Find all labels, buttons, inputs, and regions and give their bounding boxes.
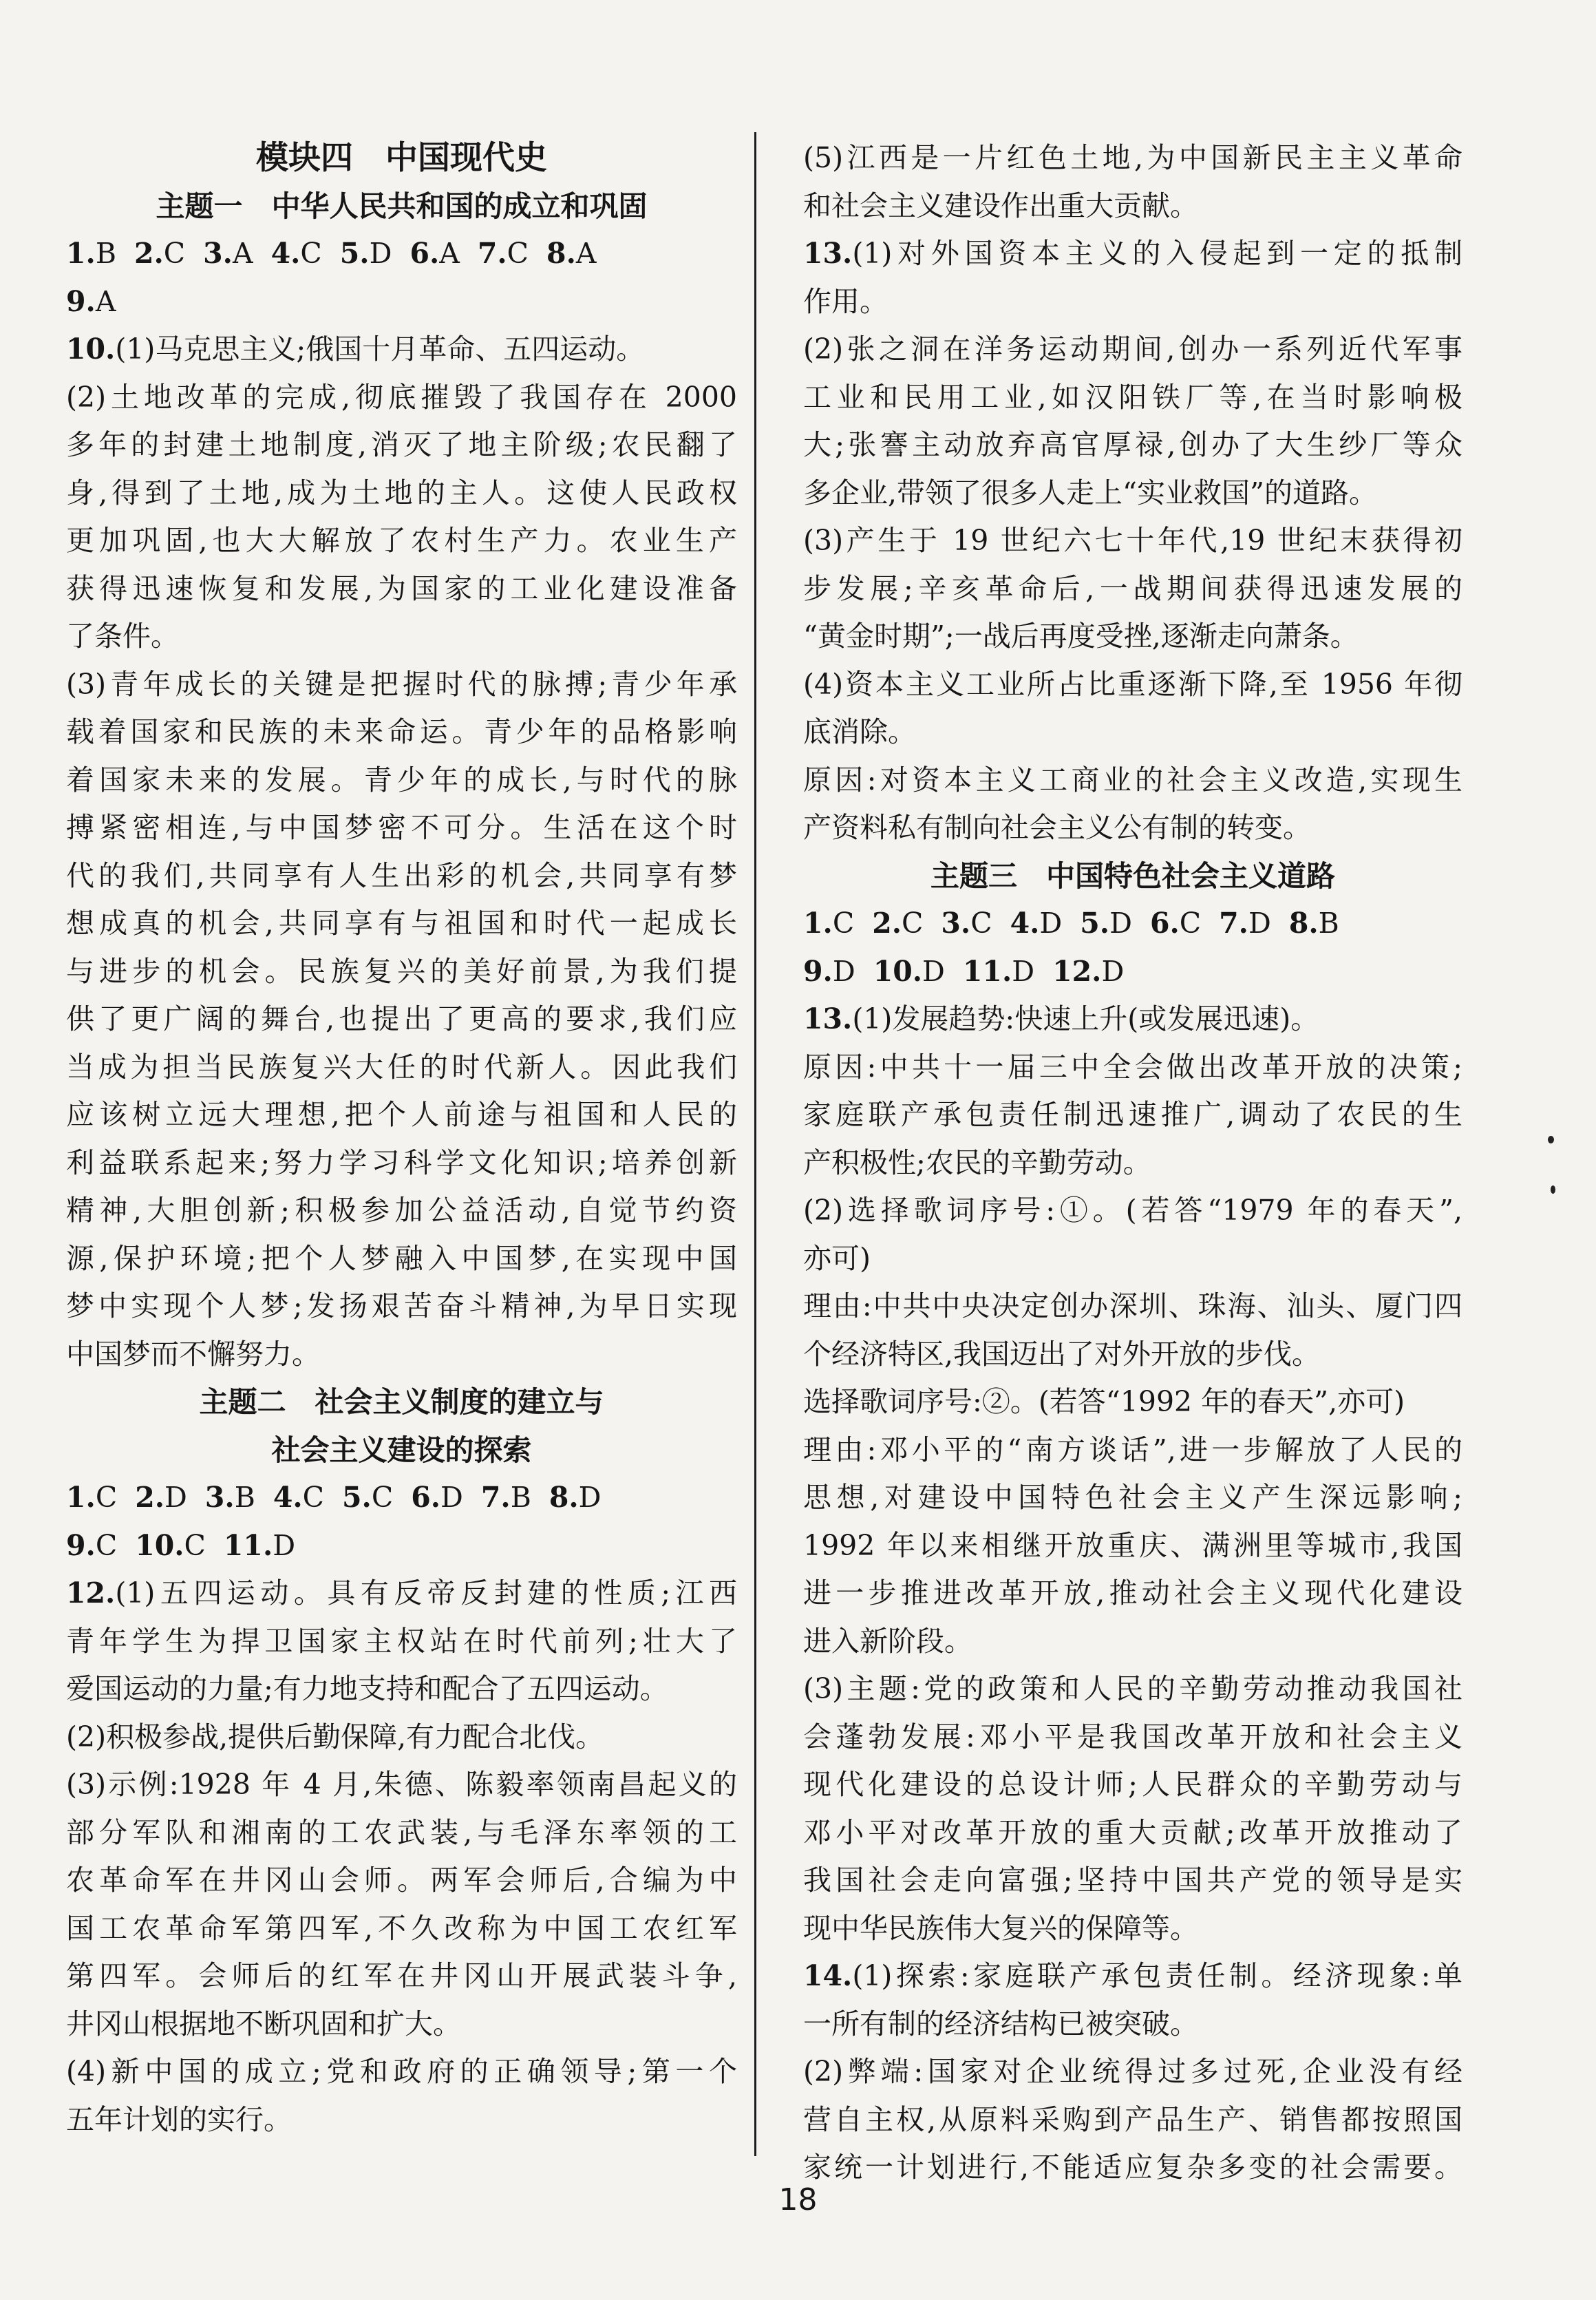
text-line bbox=[66, 1187, 737, 1235]
text-line bbox=[66, 1091, 737, 1139]
line-text: 邓小平对改革开放的重大贡献;改革开放推动了 bbox=[803, 1815, 1462, 1849]
topic1-mc-row2 bbox=[66, 278, 737, 326]
text-line bbox=[803, 1713, 1462, 1762]
text-line bbox=[803, 1044, 1462, 1092]
text-line bbox=[66, 1283, 737, 1331]
answer-choice: A bbox=[95, 284, 116, 318]
answer-choice: D bbox=[1012, 954, 1035, 988]
page-number: 18 bbox=[778, 2182, 818, 2217]
answer-choice: C bbox=[832, 907, 855, 940]
answer-choice: B bbox=[95, 237, 116, 270]
line-text: 底消除。 bbox=[803, 715, 916, 748]
answer-number: 1. bbox=[66, 1481, 96, 1514]
line-text: 现代化建设的总设计师;人民群众的辛勤劳动与 bbox=[803, 1768, 1462, 1801]
line-text: 一所有制的经济结构已被突破。 bbox=[803, 2007, 1198, 2040]
topic2-q12-continued bbox=[803, 134, 1462, 230]
line-text: 更加巩固,也大大解放了农村生产力。农业生产 bbox=[66, 524, 737, 557]
line-text: 思想,对建设中国特色社会主义产生深远影响; bbox=[803, 1481, 1462, 1514]
line-text: (2)积极参战,提供后勤保障,有力配合北伐。 bbox=[66, 1720, 604, 1753]
line-text: (3)示例:1928 年 4 月,朱德、陈毅率领南昌起义的 bbox=[66, 1768, 737, 1801]
text-line bbox=[803, 1426, 1462, 1475]
text-line bbox=[803, 2001, 1462, 2049]
answer-item bbox=[1219, 900, 1271, 948]
line-text: 理由:中共中央决定创办深圳、珠海、汕头、厦门四 bbox=[803, 1289, 1462, 1322]
answer-number: 8. bbox=[1288, 907, 1319, 940]
text-line bbox=[66, 1713, 737, 1762]
answer-number: 5. bbox=[1080, 907, 1110, 940]
line-text: 五年计划的实行。 bbox=[66, 2102, 292, 2136]
answer-choice: D bbox=[578, 1481, 602, 1514]
line-text: 家庭联产承包责任制迅速推广,调动了农民的生 bbox=[803, 1098, 1462, 1131]
line-text: (3)主题:党的政策和人民的辛勤劳动推动我国社 bbox=[803, 1672, 1462, 1705]
answer-item bbox=[411, 1474, 463, 1522]
answer-item bbox=[1010, 900, 1063, 948]
answer-choice: C bbox=[371, 1481, 394, 1514]
text-line bbox=[803, 1522, 1462, 1570]
answer-choice: A bbox=[232, 237, 253, 270]
text-line bbox=[803, 326, 1462, 374]
answer-item bbox=[135, 1522, 206, 1570]
question-number: 12. bbox=[66, 1576, 116, 1610]
line-text: 梦中实现个人梦;发扬艰苦奋斗精神,为早日实现 bbox=[66, 1289, 737, 1322]
answer-item bbox=[1289, 900, 1339, 948]
text-line bbox=[66, 613, 737, 661]
line-text: 爱国运动的力量;有力地支持和配合了五四运动。 bbox=[66, 1672, 668, 1705]
text-line bbox=[66, 374, 737, 422]
line-text: 获得迅速恢复和发展,为国家的工业化建设准备 bbox=[66, 571, 737, 605]
text-line bbox=[66, 948, 737, 996]
line-text: 营自主权,从原料采购到产品生产、销售都按照国 bbox=[803, 2102, 1462, 2136]
answer-number: 5. bbox=[339, 237, 370, 270]
line-text: 搏紧密相连,与中国梦密不可分。生活在这个时 bbox=[66, 811, 737, 844]
answer-number: 4. bbox=[1010, 907, 1040, 940]
answer-choice: C bbox=[902, 907, 924, 940]
answer-item bbox=[134, 230, 185, 278]
line-text: 现中华民族伟大复兴的保障等。 bbox=[803, 1911, 1198, 1945]
answer-item bbox=[1080, 900, 1132, 948]
text-line bbox=[66, 1761, 737, 1809]
line-text: 井冈山根据地不断巩固和扩大。 bbox=[66, 2007, 461, 2040]
text-line bbox=[803, 278, 1462, 326]
answer-item bbox=[203, 230, 253, 278]
text-line bbox=[66, 517, 737, 565]
line-text: (2)张之洞在洋务运动期间,创办一系列近代军事 bbox=[803, 333, 1462, 366]
text-line bbox=[66, 1331, 737, 1379]
line-text: 多企业,带领了很多人走上“实业救国”的道路。 bbox=[803, 476, 1377, 509]
module-title: 模块四 中国现代史 bbox=[256, 139, 547, 177]
line-text: (1)对外国资本主义的入侵起到一定的抵制 bbox=[852, 237, 1462, 270]
line-text: (5)江西是一片红色土地,为中国新民主主义革命 bbox=[803, 141, 1462, 174]
scan-speck bbox=[1548, 1136, 1554, 1143]
line-text: (3)青年成长的关键是把握时代的脉搏;青少年承 bbox=[66, 667, 737, 701]
answer-choice: D bbox=[832, 954, 855, 988]
line-text: 工业和民用工业,如汉阳铁厂等,在当时影响极 bbox=[803, 380, 1462, 414]
answer-choice: C bbox=[970, 907, 992, 940]
line-text: 应该树立远大理想,把个人前途与祖国和人民的 bbox=[66, 1098, 737, 1131]
text-line bbox=[803, 1857, 1462, 1905]
line-text: 青年学生为捍卫国家主权站在时代前列;壮大了 bbox=[66, 1624, 737, 1658]
answer-number: 6. bbox=[409, 237, 440, 270]
line-text: 精神,大胆创新;积极参加公益活动,自觉节约资 bbox=[66, 1194, 737, 1227]
text-line bbox=[803, 565, 1462, 613]
line-text: 农革命军在井冈山会师。两军会师后,合编为中 bbox=[66, 1864, 737, 1897]
answer-choice: B bbox=[1318, 907, 1339, 940]
answer-choice: D bbox=[1101, 954, 1125, 988]
text-line bbox=[66, 708, 737, 757]
answer-choice: C bbox=[302, 1481, 325, 1514]
line-text: 国工农革命军第四军,不久改称为中国工农红军 bbox=[66, 1911, 737, 1945]
answer-item bbox=[66, 1474, 117, 1522]
line-text: 和社会主义建设作出重大贡献。 bbox=[803, 189, 1198, 222]
left-column bbox=[66, 134, 737, 2144]
topic3-q13 bbox=[803, 995, 1462, 1952]
text-line bbox=[803, 708, 1462, 757]
text-line bbox=[66, 2096, 737, 2144]
answer-choice: D bbox=[440, 1481, 463, 1514]
answer-number: 9. bbox=[66, 284, 96, 318]
answer-item bbox=[963, 948, 1034, 996]
text-line bbox=[803, 1091, 1462, 1139]
line-text: (2)土地改革的完成,彻底摧毁了我国存在 2000 bbox=[66, 380, 737, 414]
topic3-mc-row2 bbox=[803, 948, 1462, 996]
text-line bbox=[66, 661, 737, 709]
text-line bbox=[803, 757, 1462, 805]
answer-choice: A bbox=[439, 237, 460, 270]
text-line bbox=[803, 2048, 1462, 2096]
answer-number: 11. bbox=[962, 954, 1012, 988]
answer-number: 3. bbox=[203, 237, 233, 270]
question-number: 14. bbox=[803, 1959, 853, 1992]
line-text: 个经济特区,我国迈出了对外开放的步伐。 bbox=[803, 1337, 1321, 1371]
answer-number: 7. bbox=[477, 237, 507, 270]
line-text: 产资料私有制向社会主义公有制的转变。 bbox=[803, 811, 1311, 844]
answer-choice: A bbox=[575, 237, 597, 270]
line-text: (1)五四运动。具有反帝反封建的性质;江西 bbox=[115, 1576, 737, 1610]
text-line bbox=[803, 230, 1462, 278]
text-line bbox=[803, 995, 1462, 1044]
answer-number: 2. bbox=[134, 237, 164, 270]
answer-number: 9. bbox=[66, 1528, 96, 1562]
line-text: 选择歌词序号:②。(若答“1992 年的春天”,亦可) bbox=[803, 1385, 1405, 1418]
answer-number: 1. bbox=[803, 907, 833, 940]
right-column bbox=[803, 134, 1462, 2192]
answer-item bbox=[546, 230, 596, 278]
answer-number: 12. bbox=[1052, 954, 1102, 988]
answer-item bbox=[205, 1474, 255, 1522]
line-text: (1)马克思主义;俄国十月革命、五四运动。 bbox=[115, 333, 645, 366]
answer-item bbox=[66, 1522, 117, 1570]
text-line bbox=[803, 1474, 1462, 1522]
line-text: 供了更广阔的舞台,也提出了更高的要求,我们应 bbox=[66, 1002, 737, 1035]
answer-item bbox=[340, 230, 392, 278]
answer-item bbox=[66, 278, 116, 326]
question-number: 10. bbox=[66, 333, 116, 366]
line-text: 进入新阶段。 bbox=[803, 1624, 972, 1658]
text-line bbox=[66, 1235, 737, 1283]
text-line bbox=[66, 421, 737, 470]
text-line bbox=[803, 1665, 1462, 1713]
answer-choice: B bbox=[510, 1481, 531, 1514]
line-text: 原因:对资本主义工商业的社会主义改造,实现生 bbox=[803, 763, 1462, 796]
answer-number: 8. bbox=[546, 237, 576, 270]
line-text: 原因:中共十一届三中全会做出改革开放的决策; bbox=[803, 1050, 1462, 1084]
answer-number: 3. bbox=[941, 907, 971, 940]
answer-item bbox=[135, 1474, 187, 1522]
text-line bbox=[803, 1952, 1462, 2001]
answer-choice: D bbox=[1109, 907, 1132, 940]
text-line bbox=[803, 1187, 1462, 1235]
line-text: 大;张謇主动放弃高官厚禄,创办了大生纱厂等众 bbox=[803, 428, 1462, 461]
line-text: 载着国家和民族的未来命运。青少年的品格影响 bbox=[66, 715, 737, 748]
line-text: 着国家未来的发展。青少年的成长,与时代的脉 bbox=[66, 763, 737, 796]
answer-number: 4. bbox=[270, 237, 301, 270]
answer-number: 8. bbox=[549, 1481, 579, 1514]
line-text: 步发展;辛亥革命后,一战期间获得迅速发展的 bbox=[803, 571, 1462, 605]
answer-choice: C bbox=[95, 1528, 118, 1562]
answer-item bbox=[342, 1474, 393, 1522]
answer-choice: D bbox=[369, 237, 392, 270]
topic1-title: 主题一 中华人民共和国的成立和巩固 bbox=[156, 189, 648, 223]
text-line bbox=[66, 1139, 737, 1188]
text-line bbox=[803, 1809, 1462, 1857]
answer-number: 7. bbox=[480, 1481, 511, 1514]
answer-choice: C bbox=[1179, 907, 1202, 940]
topic2-title-line1: 主题二 社会主义制度的建立与 bbox=[199, 1385, 604, 1419]
answer-choice: D bbox=[1039, 907, 1063, 940]
answer-number: 7. bbox=[1219, 907, 1248, 940]
line-text: 想成真的机会,共同享有与祖国和时代一起成长 bbox=[66, 907, 737, 940]
text-line bbox=[803, 421, 1462, 470]
answer-choice: B bbox=[234, 1481, 255, 1514]
text-line bbox=[66, 1044, 737, 1092]
line-text: 家统一计划进行,不能适应复杂多变的社会需要。 bbox=[803, 2151, 1462, 2184]
answer-number: 11. bbox=[223, 1528, 273, 1562]
topic2-q12 bbox=[66, 1570, 737, 2144]
answer-number: 10. bbox=[873, 954, 923, 988]
line-text: (2)选择歌词序号:①。(若答“1979 年的春天”, bbox=[803, 1194, 1462, 1227]
line-text: 了条件。 bbox=[66, 620, 179, 653]
text-line bbox=[803, 517, 1462, 565]
answer-choice: C bbox=[300, 237, 322, 270]
line-text: 会蓬勃发展:邓小平是我国改革开放和社会主义 bbox=[803, 1720, 1462, 1753]
text-line bbox=[66, 1905, 737, 1953]
question-number: 13. bbox=[803, 1002, 853, 1035]
text-line bbox=[66, 1570, 737, 1618]
answer-choice: D bbox=[922, 954, 945, 988]
answer-item bbox=[481, 1474, 531, 1522]
answer-choice: C bbox=[95, 1481, 118, 1514]
text-line bbox=[66, 2001, 737, 2049]
answer-item bbox=[941, 900, 992, 948]
column-divider bbox=[754, 132, 756, 2156]
text-line bbox=[803, 1235, 1462, 1283]
line-text: 利益联系起来;努力学习科学文化知识;培养创新 bbox=[66, 1146, 737, 1179]
answer-number: 2. bbox=[135, 1481, 164, 1514]
answer-item bbox=[273, 1474, 324, 1522]
answer-choice: C bbox=[507, 237, 529, 270]
text-line bbox=[803, 1905, 1462, 1953]
line-text: 当成为担当民族复兴大任的时代新人。因此我们 bbox=[66, 1050, 737, 1084]
line-text: 1992 年以来相继开放重庆、满洲里等城市,我国 bbox=[803, 1528, 1462, 1562]
text-line bbox=[803, 1378, 1462, 1426]
line-text: 多年的封建土地制度,消灭了地主阶级;农民翻了 bbox=[66, 428, 737, 461]
line-text: (4)新中国的成立;党和政府的正确领导;第一个 bbox=[66, 2055, 737, 2088]
text-line bbox=[803, 2096, 1462, 2144]
text-line bbox=[803, 1618, 1462, 1666]
text-line bbox=[66, 757, 737, 805]
text-line bbox=[803, 182, 1462, 231]
line-text: 部分军队和湘南的工农武装,与毛泽东率领的工 bbox=[66, 1815, 737, 1849]
line-text: 身,得到了土地,成为土地的主人。这使人民政权 bbox=[66, 476, 737, 509]
text-line bbox=[803, 374, 1462, 422]
topic2-q13 bbox=[803, 230, 1462, 852]
topic3-mc-row1 bbox=[803, 900, 1462, 948]
answer-number: 5. bbox=[342, 1481, 372, 1514]
answer-number: 6. bbox=[411, 1481, 441, 1514]
text-line bbox=[66, 565, 737, 613]
text-line bbox=[803, 613, 1462, 661]
text-line bbox=[66, 470, 737, 518]
line-text: (2)弊端:国家对企业统得过多过死,企业没有经 bbox=[803, 2055, 1462, 2088]
text-line bbox=[66, 1665, 737, 1713]
answer-item bbox=[873, 948, 945, 996]
text-line bbox=[66, 804, 737, 852]
topic3-title: 主题三 中国特色社会主义道路 bbox=[930, 858, 1335, 893]
topic1-mc-row1 bbox=[66, 230, 737, 278]
answer-choice: D bbox=[1248, 907, 1271, 940]
answer-choice: C bbox=[163, 237, 186, 270]
text-line bbox=[803, 804, 1462, 852]
answer-item bbox=[549, 1474, 602, 1522]
line-text: 产积极性;农民的辛勤劳动。 bbox=[803, 1146, 1151, 1179]
text-line bbox=[803, 1761, 1462, 1809]
text-line bbox=[803, 1570, 1462, 1618]
answer-choice: C bbox=[184, 1528, 206, 1562]
text-line bbox=[66, 1809, 737, 1857]
answer-item bbox=[1150, 900, 1201, 948]
text-line bbox=[66, 326, 737, 374]
line-text: (1)探索:家庭联产承包责任制。经济现象:单 bbox=[852, 1959, 1462, 1992]
question-number: 13. bbox=[803, 237, 853, 270]
line-text: 作用。 bbox=[803, 284, 888, 318]
topic3-q14 bbox=[803, 1952, 1462, 2192]
answer-item bbox=[1052, 948, 1124, 996]
line-text: 源,保护环境;把个人梦融入中国梦,在实现中国 bbox=[66, 1241, 737, 1275]
text-line bbox=[803, 470, 1462, 518]
line-text: 与进步的机会。民族复兴的美好前景,为我们提 bbox=[66, 954, 737, 988]
line-text: (4)资本主义工业所占比重逐渐下降,至 1956 年彻 bbox=[803, 667, 1462, 701]
answer-item bbox=[478, 230, 529, 278]
answer-number: 4. bbox=[273, 1481, 303, 1514]
text-line bbox=[803, 1331, 1462, 1379]
answer-number: 3. bbox=[204, 1481, 235, 1514]
topic2-title-line2: 社会主义建设的探索 bbox=[271, 1433, 532, 1467]
answer-item bbox=[224, 1522, 295, 1570]
answer-number: 9. bbox=[803, 954, 833, 988]
answer-choice: D bbox=[273, 1528, 296, 1562]
answer-item bbox=[803, 900, 854, 948]
answer-number: 10. bbox=[135, 1528, 184, 1562]
topic2-mc-row2 bbox=[66, 1522, 737, 1570]
scan-speck bbox=[1551, 1185, 1555, 1194]
text-line bbox=[803, 134, 1462, 182]
answer-item bbox=[872, 900, 923, 948]
line-text: 中国梦而不懈努力。 bbox=[66, 1337, 320, 1371]
text-line bbox=[803, 1283, 1462, 1331]
answer-number: 6. bbox=[1149, 907, 1180, 940]
text-line bbox=[66, 900, 737, 948]
text-line bbox=[66, 2048, 737, 2096]
answer-item bbox=[803, 948, 855, 996]
line-text: 亦可) bbox=[803, 1241, 871, 1275]
text-line bbox=[803, 661, 1462, 709]
answer-item bbox=[409, 230, 459, 278]
text-line bbox=[66, 995, 737, 1044]
answer-number: 2. bbox=[872, 907, 902, 940]
topic2-mc-row1 bbox=[66, 1474, 737, 1522]
answer-choice: D bbox=[164, 1481, 187, 1514]
answer-item bbox=[66, 230, 116, 278]
answer-number: 1. bbox=[66, 237, 96, 270]
line-text: 代的我们,共同享有人生出彩的机会,共同享有梦 bbox=[66, 858, 737, 892]
line-text: 理由:邓小平的“南方谈话”,进一步解放了人民的 bbox=[803, 1433, 1462, 1466]
answer-item bbox=[271, 230, 322, 278]
text-line bbox=[66, 852, 737, 900]
text-line bbox=[803, 1139, 1462, 1188]
text-line bbox=[66, 1952, 737, 2001]
text-line bbox=[66, 1618, 737, 1666]
text-line bbox=[66, 1857, 737, 1905]
line-text: (3)产生于 19 世纪六七十年代,19 世纪末获得初 bbox=[803, 524, 1462, 557]
topic1-q10 bbox=[66, 326, 737, 1378]
line-text: 第四军。会师后的红军在井冈山开展武装斗争, bbox=[66, 1959, 737, 1992]
line-text: (1)发展趋势:快速上升(或发展迅速)。 bbox=[852, 1002, 1319, 1035]
line-text: 进一步推进改革开放,推动社会主义现代化建设 bbox=[803, 1576, 1462, 1610]
line-text: 我国社会走向富强;坚持中国共产党的领导是实 bbox=[803, 1864, 1462, 1897]
line-text: “黄金时期”;一战后再度受挫,逐渐走向萧条。 bbox=[803, 620, 1359, 653]
